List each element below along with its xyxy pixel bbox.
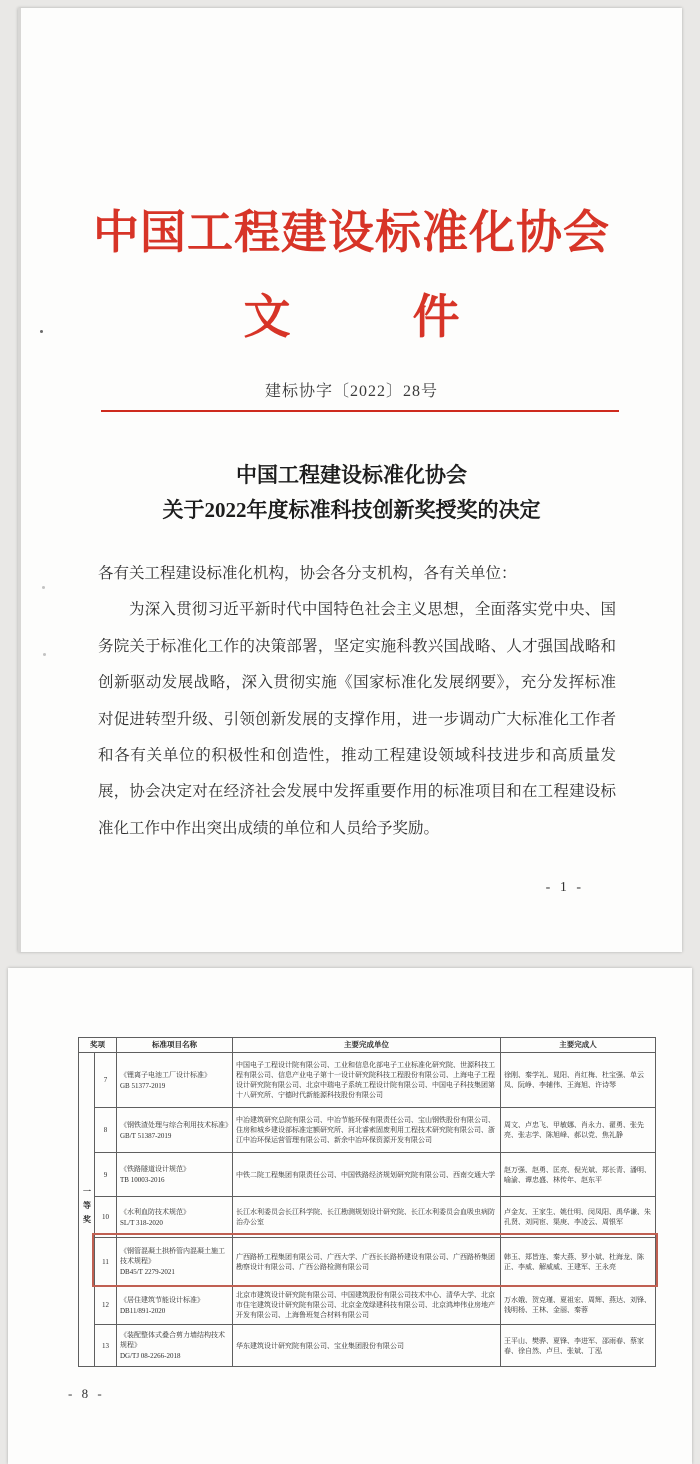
- completing-units: 中国电子工程设计院有限公司、工业和信息化部电子工业标准化研究院、世源科技工程有限公司、信息产业电子第十一设计研究院科技工程股份有限公司、上海电子工程设计研究院有限公司、北京中瑞电子系统工程设计院有限公司、中国电子科技集团第十八研究所、宁德时代新能源科技股份有限公司: [233, 1053, 501, 1108]
- table-row: [79, 1053, 656, 1108]
- page-2: [8, 968, 692, 1464]
- completing-units: 华东建筑设计研究院有限公司、宝业集团股份有限公司: [233, 1325, 501, 1367]
- standard-name-cell: [117, 1197, 233, 1238]
- completing-units: 长江水利委员会长江科学院、长江勘测规划设计研究院、长江水利委员会血吸虫病防治办公室: [233, 1197, 501, 1238]
- decision-heading: [21, 458, 682, 528]
- standard-name-cell: [117, 1286, 233, 1325]
- document-number: 建标协字〔2022〕28号: [264, 383, 438, 400]
- row-number: 9: [95, 1153, 117, 1197]
- org-title: 中国工程建设标准化协会: [93, 207, 610, 258]
- row-number: 8: [95, 1108, 117, 1153]
- completing-persons: 王平山、樊骅、夏锋、李进军、邵雨春、蔡家春、徐自然、卢旦、张斌、丁泓: [501, 1325, 656, 1367]
- standard-name-cell: [117, 1238, 233, 1286]
- completing-units: 北京市建筑设计研究院有限公司、中国建筑股份有限公司技术中心、清华大学、北京市住宅建筑设计研究院有限公司、北京金茂绿建科技有限公司、北京鸿坤伟业房地产开发有限公司、上海鲁班复合材料有限公司: [233, 1286, 501, 1325]
- standard-code: DG/TJ 08-2266-2018: [120, 1352, 181, 1360]
- completing-persons: 卢金友、王家生、姚仕明、闵凤阳、禹华谦、朱孔贤、刘同宦、渠庚、李凌云、周银军: [501, 1197, 656, 1238]
- table-row: [79, 1197, 656, 1238]
- table-row: [79, 1153, 656, 1197]
- standard-code: GB/T 51387-2019: [120, 1131, 172, 1140]
- row-number: 11: [95, 1238, 117, 1286]
- standard-name-cell: [117, 1325, 233, 1367]
- header-standard-name: 标准项目名称: [117, 1038, 233, 1053]
- standard-name: 《水利血防技术规范》: [120, 1207, 190, 1216]
- completing-persons: 赵万强、赵勇、匡亮、倪光斌、郑长青、潘明、喻渝、谭忠盛、林传年、赵东平: [501, 1153, 656, 1197]
- row-number: 13: [95, 1325, 117, 1367]
- table-row: [79, 1325, 656, 1367]
- header-award: 奖项: [79, 1038, 117, 1053]
- doc-type-char-1: 文: [243, 292, 291, 344]
- standard-name: 《锂离子电池工厂设计标准》: [120, 1070, 211, 1079]
- completing-persons: 韩玉、郑皆连、秦大燕、罗小斌、杜海龙、陈正、李威、解威威、王建军、王永亮: [501, 1238, 656, 1286]
- standard-name-cell: [117, 1153, 233, 1197]
- standard-code: DB45/T 2279-2021: [120, 1268, 175, 1276]
- body-paragraph: 为深入贯彻习近平新时代中国特色社会主义思想，全面落实党中央、国务院关于标准化工作的决策部署，坚定实施科教兴国战略、人才强国战略和创新驱动发展战略，深入贯彻实施《国家标准化发展纲要》，充分发挥标准对促进转型升级、引领创新发展的支撑作用，进一步调动广大标准化工作者和各有关单位的积极性和创造性，推动工程建设领域科技进步和高质量发展，协会决定对在经济社会发展中发挥重要作用的标准项目和在工程建设标准化工作中作出突出成绩的单位和人员给予奖励。: [98, 601, 616, 837]
- completing-persons: 徐刚、秦学礼、晁阳、肖红梅、杜宝强、单云凤、阮峥、李辅伟、王海旭、许诗琴: [501, 1053, 656, 1108]
- completing-units: 广西路桥工程集团有限公司、广西大学、广西长长路桥建设有限公司、广西路桥集团勘察设计有限公司、广西公路检测有限公司: [233, 1238, 501, 1286]
- standard-name: 《居住建筑节能设计标准》: [120, 1295, 204, 1304]
- page-1: [18, 8, 682, 952]
- standard-name: 《钢管混凝土拱桥管内混凝土施工技术规程》: [120, 1247, 225, 1265]
- standard-name-cell: [117, 1053, 233, 1108]
- doc-type-heading: [21, 280, 682, 347]
- scan-artifact: [42, 586, 45, 589]
- page-number-1: - 1 -: [545, 880, 584, 895]
- table-header-row: [79, 1038, 656, 1053]
- completing-units: 中冶建筑研究总院有限公司、中冶节能环保有限责任公司、宝山钢铁股份有限公司、住房和城乡建设部标准定额研究所、河北睿索固废利用工程技术研究院有限公司、浙江中冶环保运营管理有限公司、新余中冶环保资源开发有限公司: [233, 1108, 501, 1153]
- decision-heading-line-1: 中国工程建设标准化协会: [236, 463, 467, 487]
- standard-code: DB11/891-2020: [120, 1306, 166, 1315]
- header-units: 主要完成单位: [233, 1038, 501, 1053]
- standard-code: SL/T 318-2020: [120, 1218, 163, 1227]
- red-divider-rule: [101, 410, 619, 412]
- doc-type-char-2: 件: [412, 292, 460, 344]
- completing-persons: 万水娥、贺克瑾、夏祖宏、周辉、燕达、刘锋、钱明杨、王林、金丽、秦蓉: [501, 1286, 656, 1325]
- standard-name: 《铁路隧道设计规范》: [120, 1165, 190, 1173]
- scan-artifact: [43, 653, 46, 656]
- award-category-label: 一等奖: [82, 1187, 92, 1229]
- standard-name: 《装配整体式叠合剪力墙结构技术规程》: [120, 1331, 225, 1349]
- decision-heading-line-2: 关于2022年度标准科技创新奖授奖的决定: [162, 498, 541, 522]
- standard-code: GB 51377-2019: [120, 1081, 166, 1090]
- completing-persons: 周文、卢忠飞、甲敏娜、肖永力、翟勇、张先亮、张志学、陈旭峰、郝以党、焦礼静: [501, 1108, 656, 1153]
- award-table: [78, 1037, 656, 1367]
- salutation-line: 各有关工程建设标准化机构，协会各分支机构，各有关单位：: [98, 565, 517, 582]
- completing-units: 中铁二院工程集团有限责任公司、中国铁路经济规划研究院有限公司、西南交通大学: [233, 1153, 501, 1197]
- table-row: [79, 1286, 656, 1325]
- table-row-highlighted: [79, 1238, 656, 1286]
- row-number: 7: [95, 1053, 117, 1108]
- standard-name: 《钢铁渣处理与综合利用技术标准》: [120, 1120, 232, 1129]
- standard-name-cell: [117, 1108, 233, 1153]
- standard-code: TB 10003-2016: [120, 1176, 165, 1184]
- row-number: 10: [95, 1197, 117, 1238]
- scan-artifact: [40, 330, 43, 333]
- header-persons: 主要完成人: [501, 1038, 656, 1053]
- page-number-8: - 8 -: [68, 1386, 105, 1401]
- table-row: [79, 1108, 656, 1153]
- award-category-cell: [79, 1053, 95, 1367]
- body-text: [98, 556, 616, 847]
- row-number: 12: [95, 1286, 117, 1325]
